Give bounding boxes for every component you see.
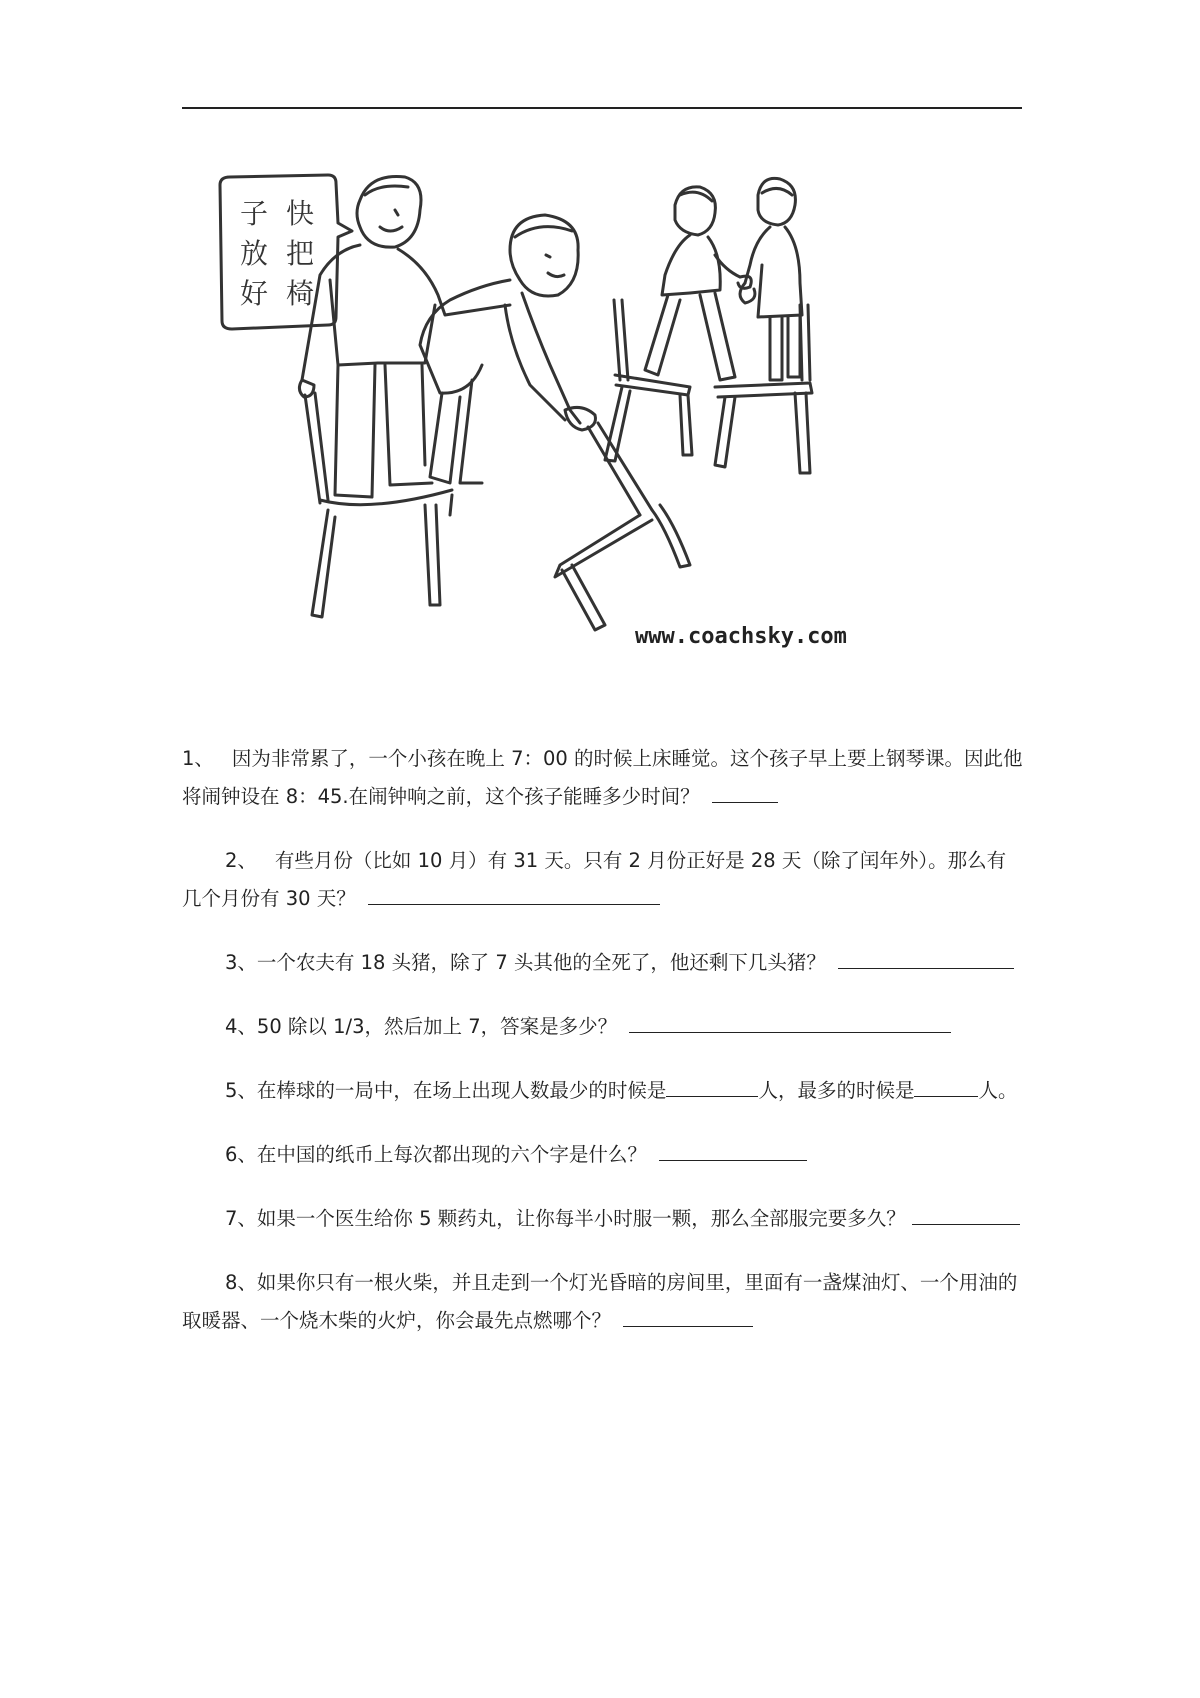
question-text: 如果你只有一根火柴，并且走到一个灯光昏暗的房间里，里面有一盏煤油灯、一个用油的取暖器、一个烧木柴的火炉，你会最先点燃哪个？ [182,1271,1018,1332]
answer-blank[interactable] [629,1010,951,1033]
cartoon-illustration [210,165,950,725]
question-6 [182,1136,1024,1174]
speech-char-4: 子 [240,197,269,230]
question-text: 一个农夫有 18 头猪，除了 7 头其他的全死了，他还剩下几头猪？ [256,951,826,974]
answer-blank-min[interactable] [666,1074,758,1097]
question-text-part3: 人。 [978,1079,1018,1102]
answer-blank[interactable] [912,1202,1020,1225]
answer-blank[interactable] [623,1304,753,1327]
header-rule [182,107,1022,109]
speech-char-1: 快 [286,197,315,230]
answer-blank[interactable] [712,780,778,803]
question-3 [182,944,1024,982]
question-text: 在中国的纸币上每次都出现的六个字是什么？ [256,1143,647,1166]
question-number: 7、 [225,1207,257,1230]
answer-blank[interactable] [838,946,1014,969]
question-text: 有些月份（比如 10 月）有 31 天。只有 2 月份正好是 28 天（除了闰年外）。那么有几个月份有 30 天？ [182,849,1007,910]
man-on-chair-figure [299,176,510,497]
question-number: 8、 [225,1271,257,1294]
question-1 [182,740,1024,816]
question-5 [182,1072,1024,1110]
question-text: 如果一个医生给你 5 颗药丸，让你每半小时服一颗，那么全部服完要多久？ [256,1207,906,1230]
speech-char-6: 好 [240,277,269,310]
question-7 [182,1200,1024,1238]
question-8 [182,1264,1024,1340]
question-text: 50 除以 1/3，然后加上 7，答案是多少？ [256,1015,618,1038]
question-number: 5、 [225,1079,257,1102]
speech-char-3: 椅 [286,277,315,310]
answer-blank[interactable] [368,882,660,905]
boy-stepping-figure [645,187,751,380]
watermark: www.coachsky.com [635,624,847,649]
question-number: 3、 [225,951,257,974]
question-2 [182,842,1024,918]
question-text-part1: 在棒球的一局中，在场上出现人数最少的时候是 [256,1079,667,1102]
woman-bending-figure [420,215,595,483]
answer-blank[interactable] [659,1138,807,1161]
question-number: 1、 [182,747,214,770]
speech-char-2: 把 [286,237,315,270]
question-number: 6、 [225,1143,257,1166]
question-number: 2、 [225,849,257,872]
answer-blank-max[interactable] [914,1074,978,1097]
chair-fallen [555,423,690,630]
question-4 [182,1008,1024,1046]
speech-char-5: 放 [240,237,269,270]
question-number: 4、 [225,1015,257,1038]
question-text: 因为非常累了，一个小孩在晚上 7：00 的时候上床睡觉。这个孩子早上要上钢琴课。因此他将闹钟设在 8：45.在闹钟响之前，这个孩子能睡多少时间？ [182,747,1023,808]
chair-right-2 [715,305,812,473]
question-text-part2: 人，最多的时候是 [758,1079,915,1102]
girl-standing-figure [740,178,802,380]
chair-left [305,393,452,617]
questions-list [182,740,1024,1366]
chair-right-1 [605,300,692,461]
